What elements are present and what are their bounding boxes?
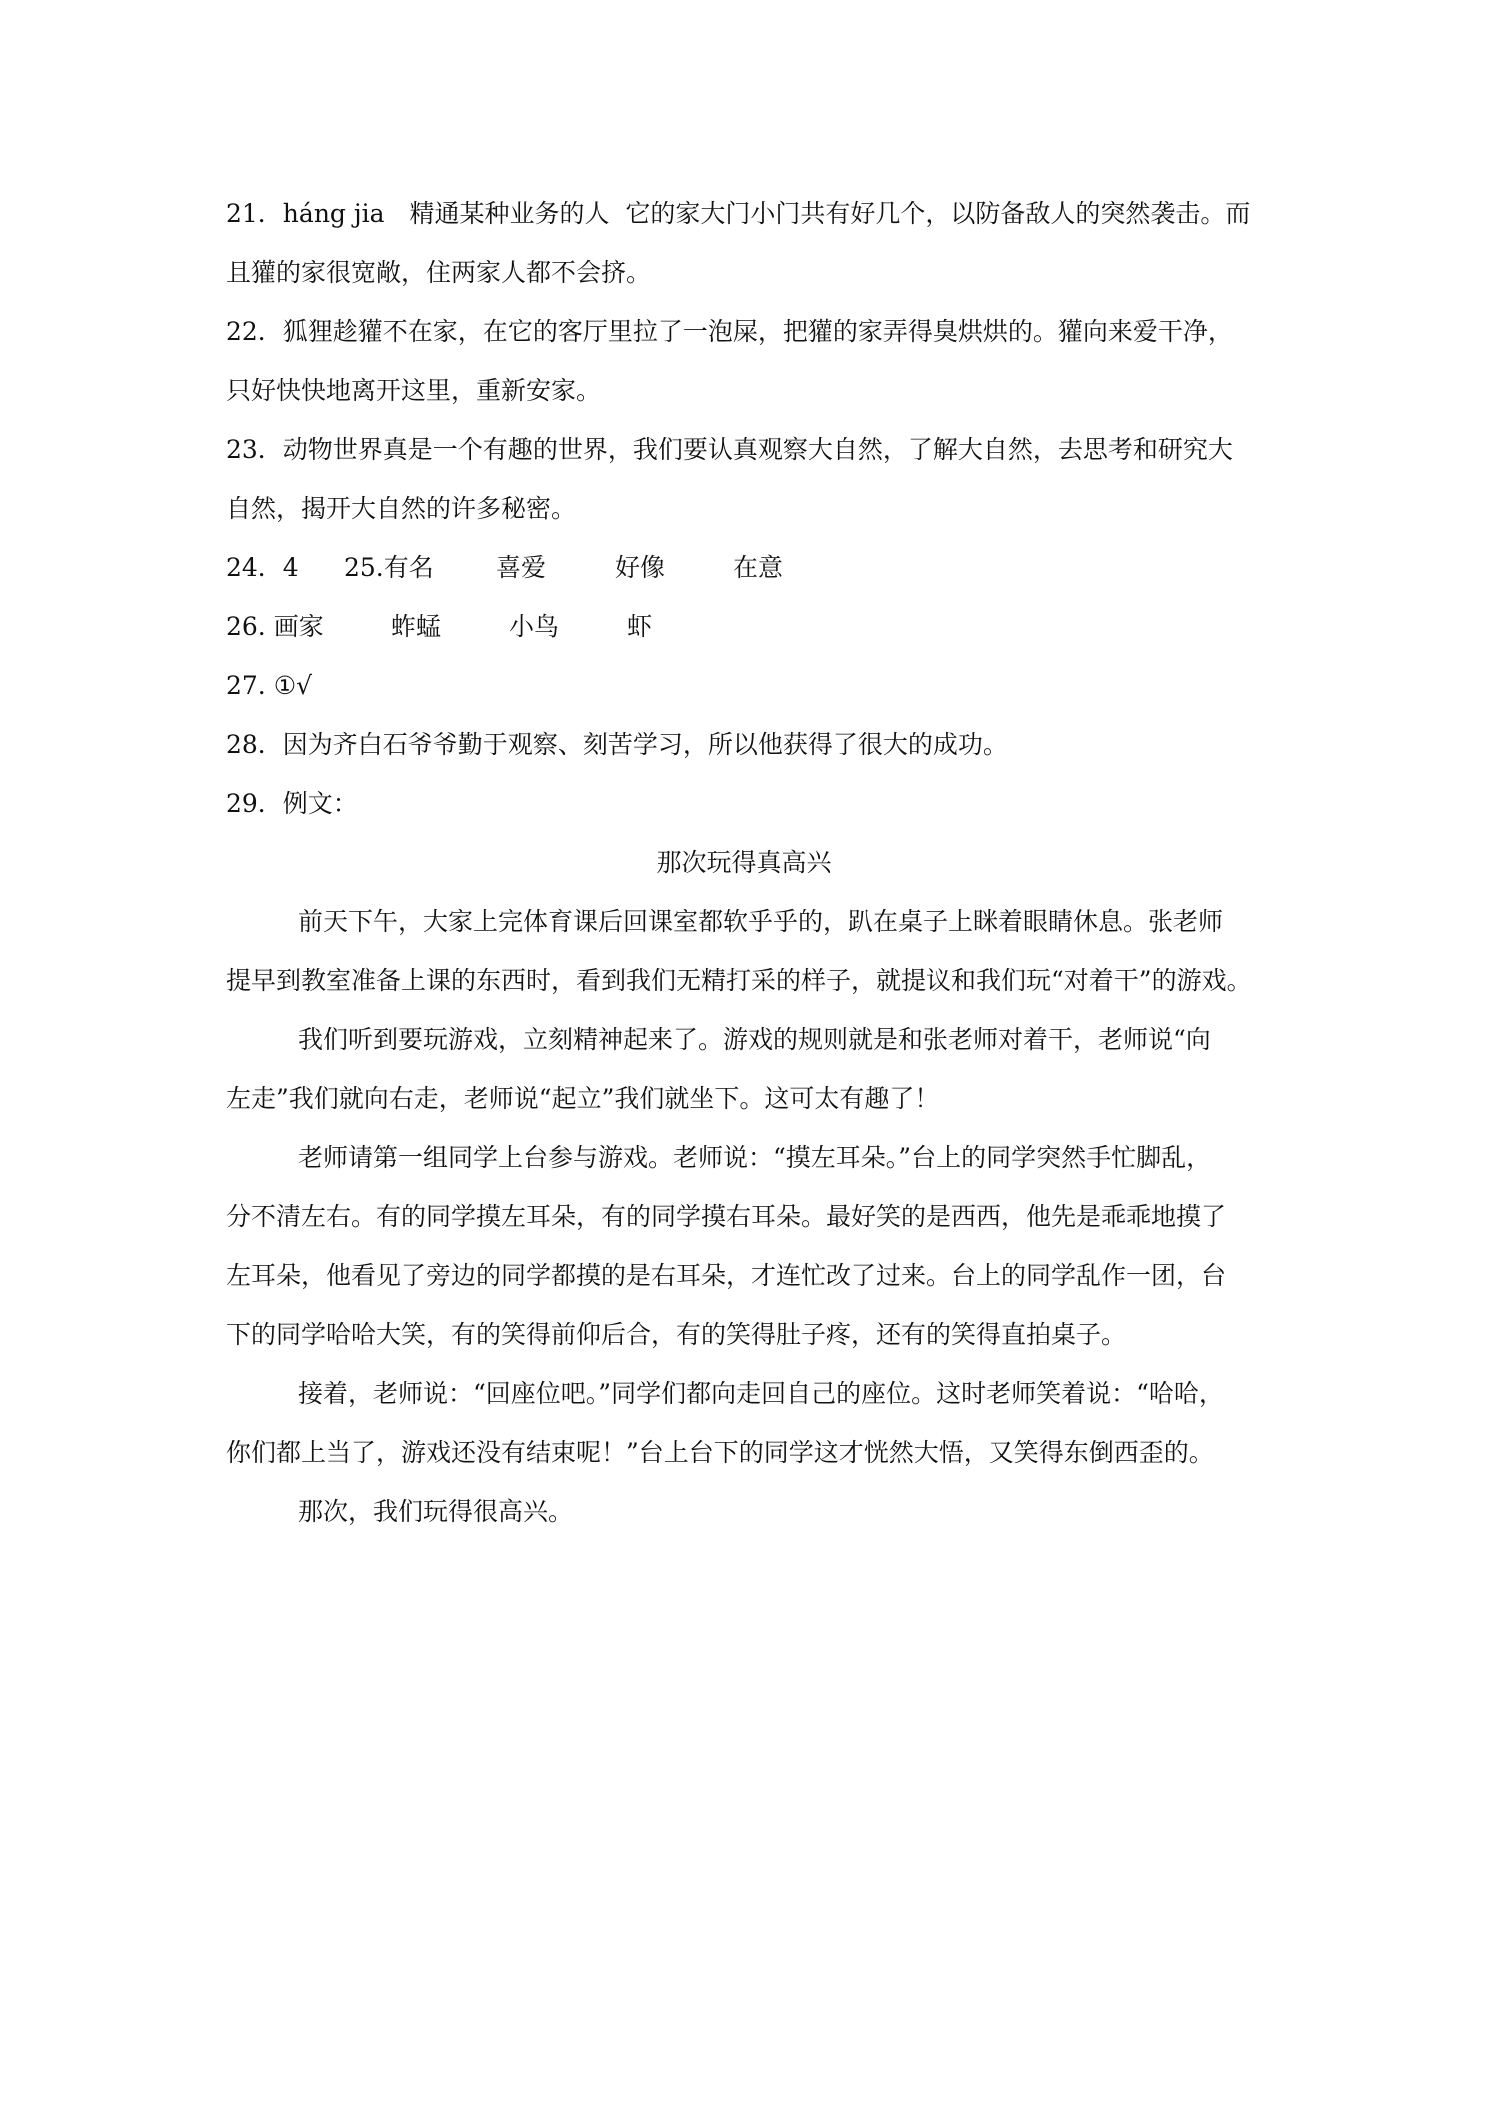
q21-line-2: 且獾的家很宽敞，住两家人都不会挤。 xyxy=(226,258,652,287)
q27-answer: 27. ①√ xyxy=(226,671,313,700)
q26-item: 虾 xyxy=(627,612,653,641)
q23-line-1: 23．动物世界真是一个有趣的世界，我们要认真观察大自然，了解大自然，去思考和研究大 xyxy=(226,435,1233,464)
essay-paragraph-4-line-1: 接着，老师说：“回座位吧。”同学们都向走回自己的座位。这时老师笑着说：“哈哈， xyxy=(298,1379,1224,1408)
q29-label: 29．例文： xyxy=(226,789,358,818)
essay-paragraph-2-line-1: 我们听到要玩游戏，立刻精神起来了。游戏的规则就是和张老师对着干，老师说“向 xyxy=(298,1025,1211,1054)
q24-answer: 24．4 xyxy=(226,553,299,582)
q21-line-1: 21．háng jia 精通某种业务的人 它的家大门小门共有好几个，以防备敌人的突然袭击。而 xyxy=(226,199,1251,228)
essay-paragraph-3-line-2: 分不清左右。有的同学摸左耳朵，有的同学摸右耳朵。最好笑的是西西，他先是乖乖地摸了 xyxy=(226,1202,1227,1231)
q25-label: 25.有名 xyxy=(344,553,434,582)
essay-paragraph-3-line-1: 老师请第一组同学上台参与游戏。老师说：“摸左耳朵。”台上的同学突然手忙脚乱， xyxy=(298,1143,1212,1172)
essay-paragraph-4-line-2: 你们都上当了，游戏还没有结束呢！”台上台下的同学这才恍然大悟，又笑得东倒西歪的。 xyxy=(226,1438,1214,1467)
q22-line-1: 22．狐狸趁獾不在家，在它的客厅里拉了一泡屎，把獾的家弄得臭烘烘的。獾向来爱干净， xyxy=(226,317,1233,346)
essay-paragraph-3-line-4: 下的同学哈哈大笑，有的笑得前仰后合，有的笑得肚子疼，还有的笑得直拍桌子。 xyxy=(226,1320,1127,1349)
q26-item: 蚱蜢 xyxy=(391,612,442,641)
q26-label: 26. 画家 xyxy=(226,612,324,641)
essay-paragraph-5-line-1: 那次，我们玩得很高兴。 xyxy=(298,1497,574,1526)
essay-paragraph-1-line-2: 提早到教室准备上课的东西时，看到我们无精打采的样子，就提议和我们玩“对着干”的游戏。 xyxy=(226,966,1252,995)
q25-item: 在意 xyxy=(733,553,784,582)
essay-paragraph-3-line-3: 左耳朵，他看见了旁边的同学都摸的是右耳朵，才连忙改了过来。台上的同学乱作一团，台 xyxy=(226,1261,1227,1290)
q28-answer: 28．因为齐白石爷爷勤于观察、刻苦学习，所以他获得了很大的成功。 xyxy=(226,730,1008,759)
q26-item: 小鸟 xyxy=(509,612,560,641)
q25-item: 喜爱 xyxy=(496,553,547,582)
q23-line-2: 自然，揭开大自然的许多秘密。 xyxy=(226,494,577,523)
essay-title: 那次玩得真高兴 xyxy=(656,848,832,877)
essay-paragraph-1-line-1: 前天下午，大家上完体育课后回课室都软乎乎的，趴在桌子上眯着眼睛休息。张老师 xyxy=(298,907,1224,936)
essay-paragraph-2-line-2: 左走”我们就向右走，老师说“起立”我们就坐下。这可太有趣了！ xyxy=(226,1084,940,1113)
q22-line-2: 只好快快地离开这里，重新安家。 xyxy=(226,376,602,405)
q25-item: 好像 xyxy=(615,553,666,582)
